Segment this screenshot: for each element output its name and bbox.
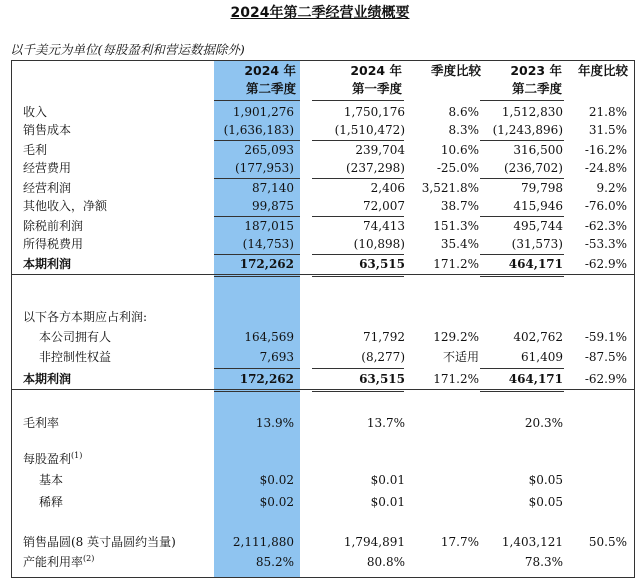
rule-attr-2 (312, 368, 404, 369)
row-operating-profit: 经营利润 87,140 2,406 3,521.8% 79,798 9.2% (23, 181, 627, 195)
row-attributable-heading: 以下各方本期应占利润: (23, 310, 148, 324)
row-net-profit-2: 本期利润 172,262 63,515 171.2% 464,171 -62.9% (23, 372, 627, 386)
row-revenue: 收入 1,901,276 1,750,176 8.6% 1,512,830 21.8% (23, 105, 627, 119)
row-income-tax: 所得税费用 (14,753) (10,898) 35.4% (31,573) -53.3% (23, 237, 627, 251)
row-operating-expenses: 经营费用 (177,953) (237,298) -25.0% (236,702) -24.8% (23, 161, 627, 175)
row-cost-of-sales: 销售成本 (1,636,183) (1,510,472) 8.3% (1,243,896) 31.5% (23, 123, 627, 137)
header-underline-2 (312, 100, 404, 101)
row-profit-before-tax: 除税前利润 187,015 74,413 151.3% 495,744 -62.3% (23, 219, 627, 233)
rule-net2-double-1 (214, 391, 300, 392)
header-underline-4 (480, 100, 564, 101)
report-title: 2024年第二季经营业绩概要 (230, 5, 410, 21)
rule-net2-double-4 (480, 391, 564, 392)
rule-net2-bottom (11, 389, 635, 390)
row-other-income: 其他收入，净额 99,875 72,007 38.7% 415,946 -76.0% (23, 199, 627, 213)
rule-net-double-1 (214, 276, 300, 277)
row-gross-margin: 毛利率 13.9% 13.7% 20.3% (23, 416, 563, 430)
header-qoq: 季度比较 (430, 63, 481, 78)
row-owners: 本公司拥有人 164,569 71,792 129.2% 402,762 -59.1% (39, 330, 627, 344)
row-eps-basic: 基本 $0.02 $0.01 $0.05 (39, 473, 563, 487)
unit-note: 以千美元为单位(每股盈利和营运数据除外) (10, 42, 245, 57)
header-2023-q2: 2023 年 第二季度 (510, 63, 562, 96)
header-yoy: 年度比较 (577, 63, 628, 78)
rule-net2-double-2 (312, 391, 404, 392)
rule-attr-4 (480, 368, 564, 369)
header-2024-q2: 2024 年 第二季度 (244, 63, 296, 96)
header-2024-q1: 2024 年 第一季度 (350, 63, 402, 96)
row-non-controlling: 非控制性权益 7,693 (8,277) 不适用 61,409 -87.5% (39, 350, 627, 364)
rule-net-double-4 (480, 276, 564, 277)
rule-net-bottom (11, 274, 635, 275)
row-gross-profit: 毛利 265,093 239,704 10.6% 316,500 -16.2% (23, 143, 627, 157)
row-net-profit: 本期利润 172,262 63,515 171.2% 464,171 -62.9% (23, 257, 627, 271)
rule-attr-1 (214, 368, 300, 369)
rule-net-double-2 (312, 276, 404, 277)
row-utilization: 产能利用率$^{(2)}$ 85.2% 80.8% 78.3% (23, 554, 563, 569)
header-underline-1 (214, 100, 300, 101)
row-eps-diluted: 稀释 $0.02 $0.01 $0.05 (39, 495, 563, 509)
row-eps-heading: 每股盈利$^{(1)}$ (23, 451, 83, 466)
row-wafers-shipped: 销售晶圆(8 英寸晶圆约当量) 2,111,880 1,794,891 17.7% 1,403,121 50.5% (23, 535, 627, 549)
